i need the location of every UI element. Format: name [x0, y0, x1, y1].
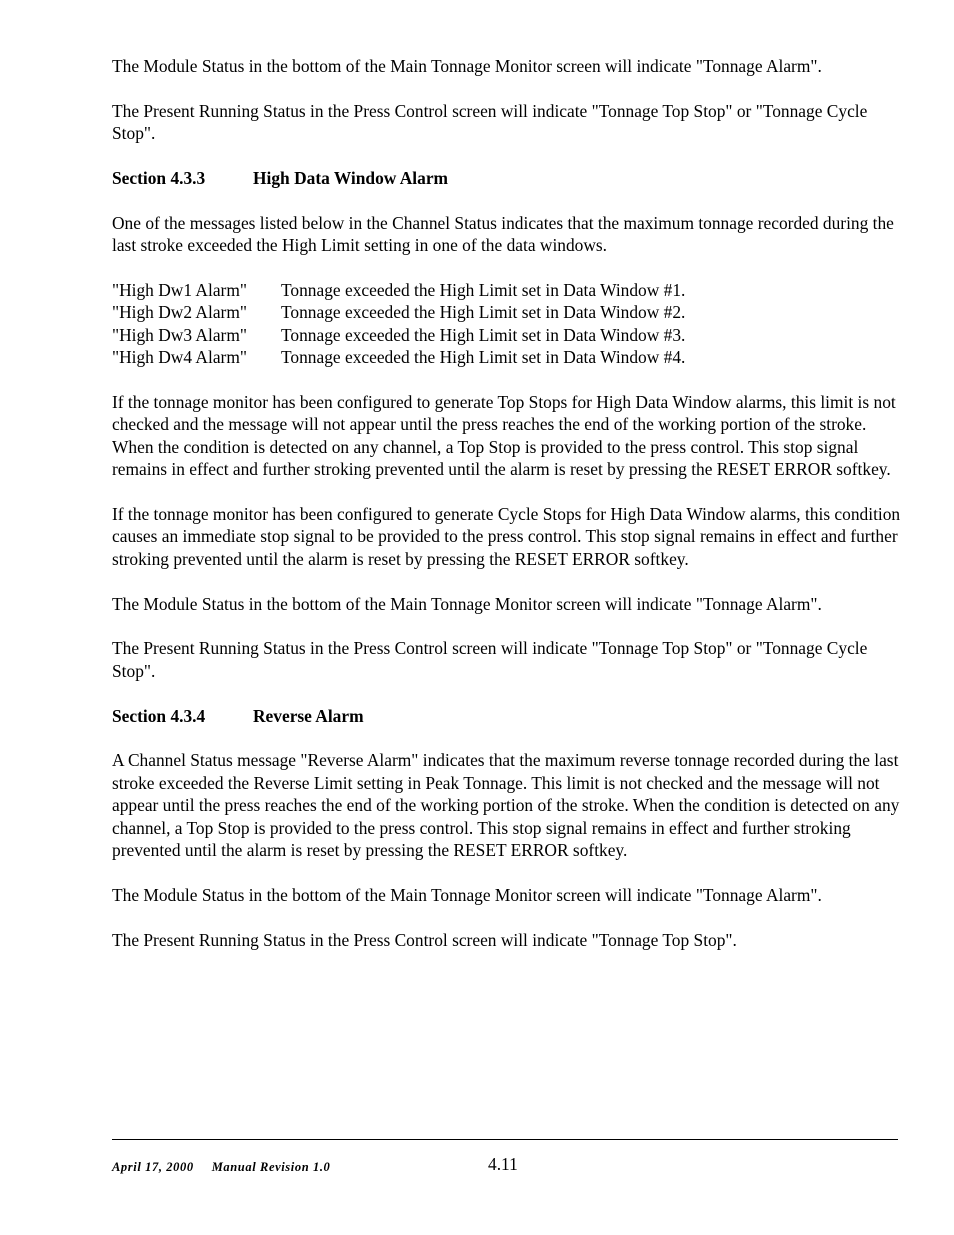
section-4-3-4-lead-paragraph: A Channel Status message "Reverse Alarm" indicates that the maximum reverse tonnage recorded during the last stroke exceeded the Reverse Limit setting in Peak Tonnage. This limit is not checked and the message will not appear until the press reaches the end of the working portion of the stroke. When the condition is detected on any channel, a Top Stop is provided to the press control. This stop signal remains in effect and further stroking prevented until the alarm is reset by pressing the RESET ERROR softkey. [112, 750, 900, 861]
footer-info [112, 1160, 330, 1175]
section-4-3-4-heading [112, 705, 902, 727]
cycle-stops-paragraph: If the tonnage monitor has been configured to generate Cycle Stops for High Data Window alarms, this condition causes an immediate stop signal to be provided to the press control. This stop signal remains in effect and further stroking prevented until the alarm is reset by pressing the RESET ERROR softkey. [112, 504, 901, 569]
footer-date: April 17, 2000 [112, 1160, 194, 1174]
section-number: Section 4.3.3 [112, 168, 206, 188]
alarm-row [112, 279, 902, 301]
alarm-row [112, 346, 902, 368]
section-4-3-4-module-status-paragraph: The Module Status in the bottom of the Main Tonnage Monitor screen will indicate "Tonnage Alarm". [112, 884, 822, 905]
alarm-code: "High Dw3 Alarm" [112, 324, 247, 345]
section-title: Reverse Alarm [253, 705, 364, 726]
alarm-message-list [112, 279, 902, 369]
top-stops-paragraph: If the tonnage monitor has been configured to generate Top Stops for High Data Window alarms, this limit is not checked and the message will not appear until the press reaches the end of the working portion of the stroke. When the condition is detected on any channel, a Top Stop is provided to the press control. This stop signal remains in effect and further stroking prevented until the alarm is reset by pressing the RESET ERROR softkey. [112, 392, 896, 480]
section-4-3-4-running-status-paragraph: The Present Running Status in the Press Control screen will indicate "Tonnage Top Stop". [112, 929, 737, 950]
intro-module-status-paragraph: The Module Status in the bottom of the Main Tonnage Monitor screen will indicate "Tonnage Alarm". [112, 56, 822, 76]
section-4-3-3-module-status-paragraph: The Module Status in the bottom of the Main Tonnage Monitor screen will indicate "Tonnage Alarm". [112, 593, 822, 614]
section-4-3-3-lead-paragraph: One of the messages listed below in the Channel Status indicates that the maximum tonnage recorded during the last stroke exceeded the High Limit setting in one of the data windows. [112, 212, 894, 256]
alarm-row [112, 301, 902, 323]
section-4-3-3-running-status-paragraph: The Present Running Status in the Press Control screen will indicate "Tonnage Top Stop" or "Tonnage Cycle Stop". [112, 638, 868, 681]
alarm-description: Tonnage exceeded the High Limit set in Data Window #2. [281, 302, 686, 323]
alarm-row [112, 324, 902, 346]
document-body [112, 55, 902, 973]
alarm-code: "High Dw2 Alarm" [112, 302, 247, 323]
alarm-description: Tonnage exceeded the High Limit set in Data Window #1. [281, 280, 686, 300]
alarm-code: "High Dw4 Alarm" [112, 347, 247, 368]
footer-revision: Manual Revision 1.0 [211, 1160, 331, 1174]
intro-running-status-paragraph: The Present Running Status in the Press Control screen will indicate "Tonnage Top Stop" or "Tonnage Cycle Stop". [112, 100, 868, 144]
alarm-description: Tonnage exceeded the High Limit set in Data Window #4. [281, 347, 686, 368]
alarm-description: Tonnage exceeded the High Limit set in Data Window #3. [281, 324, 686, 345]
section-number: Section 4.3.4 [112, 705, 206, 726]
footer-divider [112, 1139, 898, 1140]
alarm-code: "High Dw1 Alarm" [112, 280, 247, 300]
section-4-3-3-heading [112, 167, 902, 189]
page-number: 4.11 [488, 1154, 518, 1174]
section-title: High Data Window Alarm [253, 168, 449, 188]
